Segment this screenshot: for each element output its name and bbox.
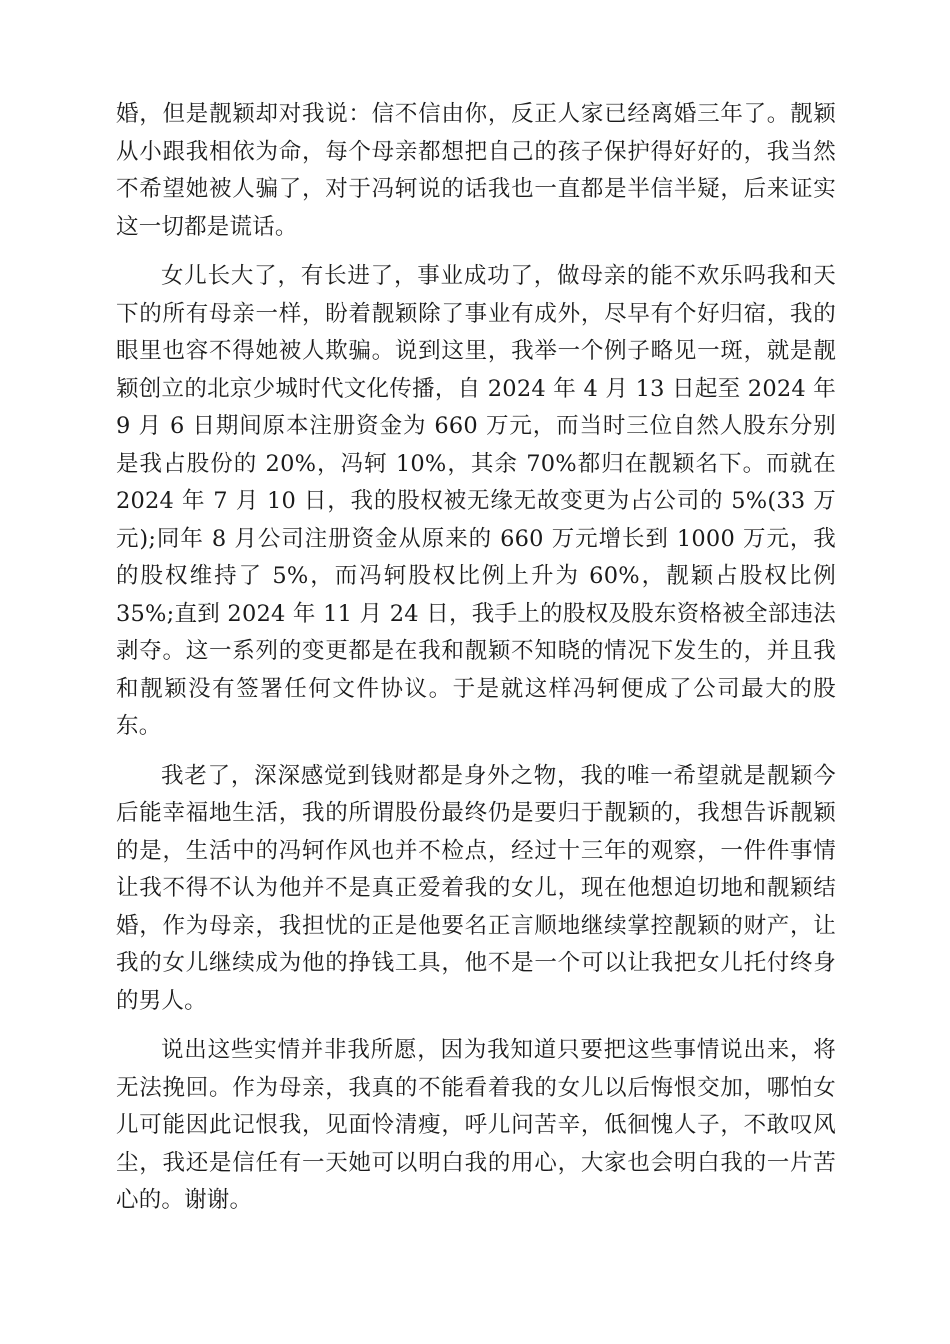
- paragraph-1: 婚，但是靓颖却对我说：信不信由你，反正人家已经离婚三年了。靓颖从小跟我相依为命，每个母亲都想把自己的孩子保护得好好的，我当然不希望她被人骗了，对于冯轲说的话我也一直都是半信半疑，后来证实这一切都是谎话。: [116, 101, 836, 240]
- paragraph-4: 说出这些实情并非我所愿，因为我知道只要把这些事情说出来，将无法挽回。作为母亲，我真的不能看着我的女儿以后悔恨交加，哪怕女儿可能因此记恨我，见面怜清瘦，呼儿问苦辛，低徊愧人子，不敢叹风尘，我还是信任有一天她可以明白我的用心，大家也会明白我的一片苦心的。谢谢。: [116, 1037, 836, 1213]
- paragraph-2: 女儿长大了，有长进了，事业成功了，做母亲的能不欢乐吗我和天下的所有母亲一样，盼着靓颖除了事业有成外，尽早有个好归宿，我的眼里也容不得她被人欺骗。说到这里，我举一个例子略见一斑，就是靓颖创立的北京少城时代文化传播，自 2024 年 4 月 13 日起至 2024 年 9 月 6 日期间原本注册资金为 660 万元，而当时三位自然人股东分别是我占股份的 20%，冯轲 10%，其余 70%都归在靓颖名下。而就在 2024 年 7 月 10 日，我的股权被无缘无故变更为占公司的 5%(33 万元);同年 8 月公司注册资金从原来的 660 万元增长到 1000 万元，我的股权维持了 5%，而冯轲股权比例上升为 60%，靓颖占股权比例 35%;直到 2024 年 11 月 24 日，我手上的股权及股东资格被全部违法剥夺。这一系列的变更都是在我和靓颖不知晓的情况下发生的，并且我和靓颖没有签署任何文件协议。于是就这样冯轲便成了公司最大的股东。: [116, 263, 836, 739]
- paragraph-3: 我老了，深深感觉到钱财都是身外之物，我的唯一希望就是靓颖今后能幸福地生活，我的所谓股份最终仍是要归于靓颖的，我想告诉靓颖的是，生活中的冯轲作风也并不检点，经过十三年的观察，一件件事情让我不得不认为他并不是真正爱着我的女儿，现在他想迫切地和靓颖结婚，作为母亲，我担忧的正是他要名正言顺地继续掌控靓颖的财产，让我的女儿继续成为他的挣钱工具，他不是一个可以让我把女儿托付终身的男人。: [116, 762, 836, 1014]
- document-body: [116, 96, 836, 1220]
